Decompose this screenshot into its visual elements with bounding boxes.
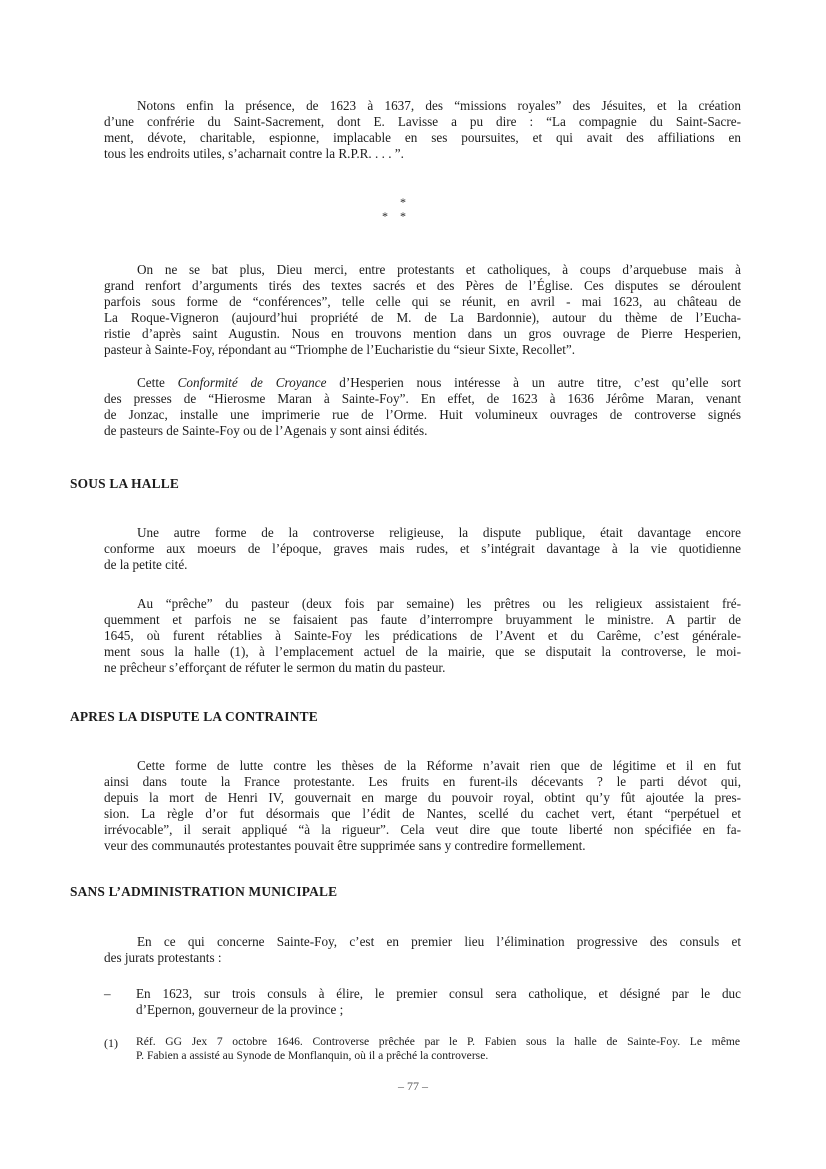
text-line: irrévocable”, il serait appliqué “à la rigueur”. Cela veut dire que toute liberté non spécifiée en fa- [104, 822, 741, 837]
text-line: ne prêcheur s’efforçant de réfuter le sermon du matin du pasteur. [104, 660, 446, 675]
text-line: Au “prêche” du pasteur (deux fois par semaine) les prêtres ou les religieux assistaient fré- [137, 596, 741, 611]
paragraph-conferences [104, 262, 741, 358]
text-line: veur des communautés protestantes pouvait être supprimée sans y contredire formellement. [104, 838, 586, 853]
text-line: quemment et parfois ne se faisaient pas faute d’interrompre bruyamment le ministre. A partir de [104, 612, 741, 627]
text-line: depuis la mort de Henri IV, gouvernait en marge du pouvoir royal, obtint qu’y fût ajoutée la pres- [104, 790, 741, 805]
text-line: conforme aux moeurs de l’époque, graves mais rudes, et s’intégrait davantage à la vie quotidienne [104, 541, 741, 556]
text-line: des presses de “Hierosme Maran à Sainte-Foy”. En effet, de 1623 à 1636 Jérôme Maran, venant [104, 391, 741, 406]
text-line: tous les endroits utiles, s’acharnait contre la R.P.R. . . . ”. [104, 146, 404, 161]
text-line: Une autre forme de la controverse religieuse, la dispute publique, était davantage encore [137, 525, 741, 540]
text-line: d’Epernon, gouverneur de la province ; [136, 1002, 344, 1017]
text-line: ainsi dans toute la France protestante. Les fruits en furent-ils décevants ? le parti dévot qui, [104, 774, 741, 789]
paragraph-contrainte [104, 758, 741, 854]
list-item-consuls [136, 986, 741, 1018]
paragraph-conformite [104, 375, 741, 439]
page-number: – 77 – [398, 1079, 428, 1093]
paragraph-sainte-foy [104, 934, 741, 966]
footnote [136, 1035, 740, 1063]
text-line: parfois sous forme de “conférences”, telle celle qui se réunit, en avril - mai 1623, au château de [104, 294, 741, 309]
text-line: Notons enfin la présence, de 1623 à 1637, des “missions royales” des Jésuites, et la création [137, 98, 741, 113]
paragraph-dispute-publique [104, 525, 741, 573]
paragraph-missions-royales [104, 98, 741, 162]
text-line: En 1623, sur trois consuls à élire, le premier consul sera catholique, et désigné par le duc [136, 986, 741, 1001]
book-title: Conformité de Croyance [177, 375, 327, 390]
text-line: de pasteurs de Sainte-Foy ou de l’Agenais y sont ainsi édités. [104, 423, 428, 438]
paragraph-preche [104, 596, 741, 676]
separator-asterisks-bottom: * * [382, 209, 406, 223]
text-run: Cette [137, 375, 178, 390]
text-line: On ne se bat plus, Dieu merci, entre protestants et catholiques, à coups d’arquebuse mais à [137, 262, 741, 277]
footnote-number: (1) [104, 1036, 118, 1050]
text-line: sion. La règle d’or fut désormais que l’édit de Nantes, scellé du cachet vert, étant “perpétuel et [104, 806, 741, 821]
text-line: d’une confrérie du Saint-Sacrement, dont E. Lavisse a pu dire : “La compagnie du Saint-Sacre- [104, 114, 741, 129]
text-line: grand renfort d’arguments tirés des textes sacrés et des Pères de l’Église. Ces disputes se déroulent [104, 278, 741, 293]
list-dash: – [104, 986, 111, 1001]
section-heading-sous-la-halle: SOUS LA HALLE [70, 476, 180, 491]
text-line: ment, dévote, charitable, espionne, implacable en ses poursuites, et qui avait des affiliations en [104, 130, 741, 145]
separator-asterisk-top: * [400, 195, 406, 209]
text-line: ristie d’après saint Augustin. Nous en trouvons mention dans un gros ouvrage de Pierre Hesperien, [104, 326, 741, 341]
text-line: des jurats protestants : [104, 950, 222, 965]
footnote-line: Réf. GG Jex 7 octobre 1646. Controverse prêchée par le P. Fabien sous la halle de Sainte-Foy. Le même [136, 1035, 740, 1048]
text-line: de la petite cité. [104, 557, 188, 572]
text-line: 1645, où furent rétablies à Sainte-Foy les prédications de l’Avent et du Carême, c’est générale- [104, 628, 741, 643]
text-line: La Roque-Vigneron (aujourd’hui propriété de M. de La Bardonnie), autour du thème de l’Eucha- [104, 310, 741, 325]
text-line: de Jonzac, installe une imprimerie rue de l’Orme. Huit volumineux ouvrages de controverse signés [104, 407, 741, 422]
section-heading-apres-la-dispute: APRES LA DISPUTE LA CONTRAINTE [70, 709, 318, 724]
section-heading-administration-municipale: SANS L’ADMINISTRATION MUNICIPALE [70, 884, 338, 899]
text-run: d’Hesperien nous intéresse à un autre titre, c’est qu’elle sort [326, 375, 741, 390]
text-line: pasteur à Sainte-Foy, répondant au “Triomphe de l’Eucharistie du “sieur Sixte, Recollet”. [104, 342, 576, 357]
text-line: ment sous la halle (1), à l’emplacement actuel de la mairie, que se disputait la controverse, le moi- [104, 644, 741, 659]
text-line: En ce qui concerne Sainte-Foy, c’est en premier lieu l’élimination progressive des consuls et [137, 934, 741, 949]
text-line [104, 375, 741, 391]
text-line: Cette forme de lutte contre les thèses de la Réforme n’avait rien que de légitime et il en fut [137, 758, 741, 773]
footnote-line: P. Fabien a assisté au Synode de Monflanquin, où il a prêché la controverse. [136, 1049, 489, 1062]
